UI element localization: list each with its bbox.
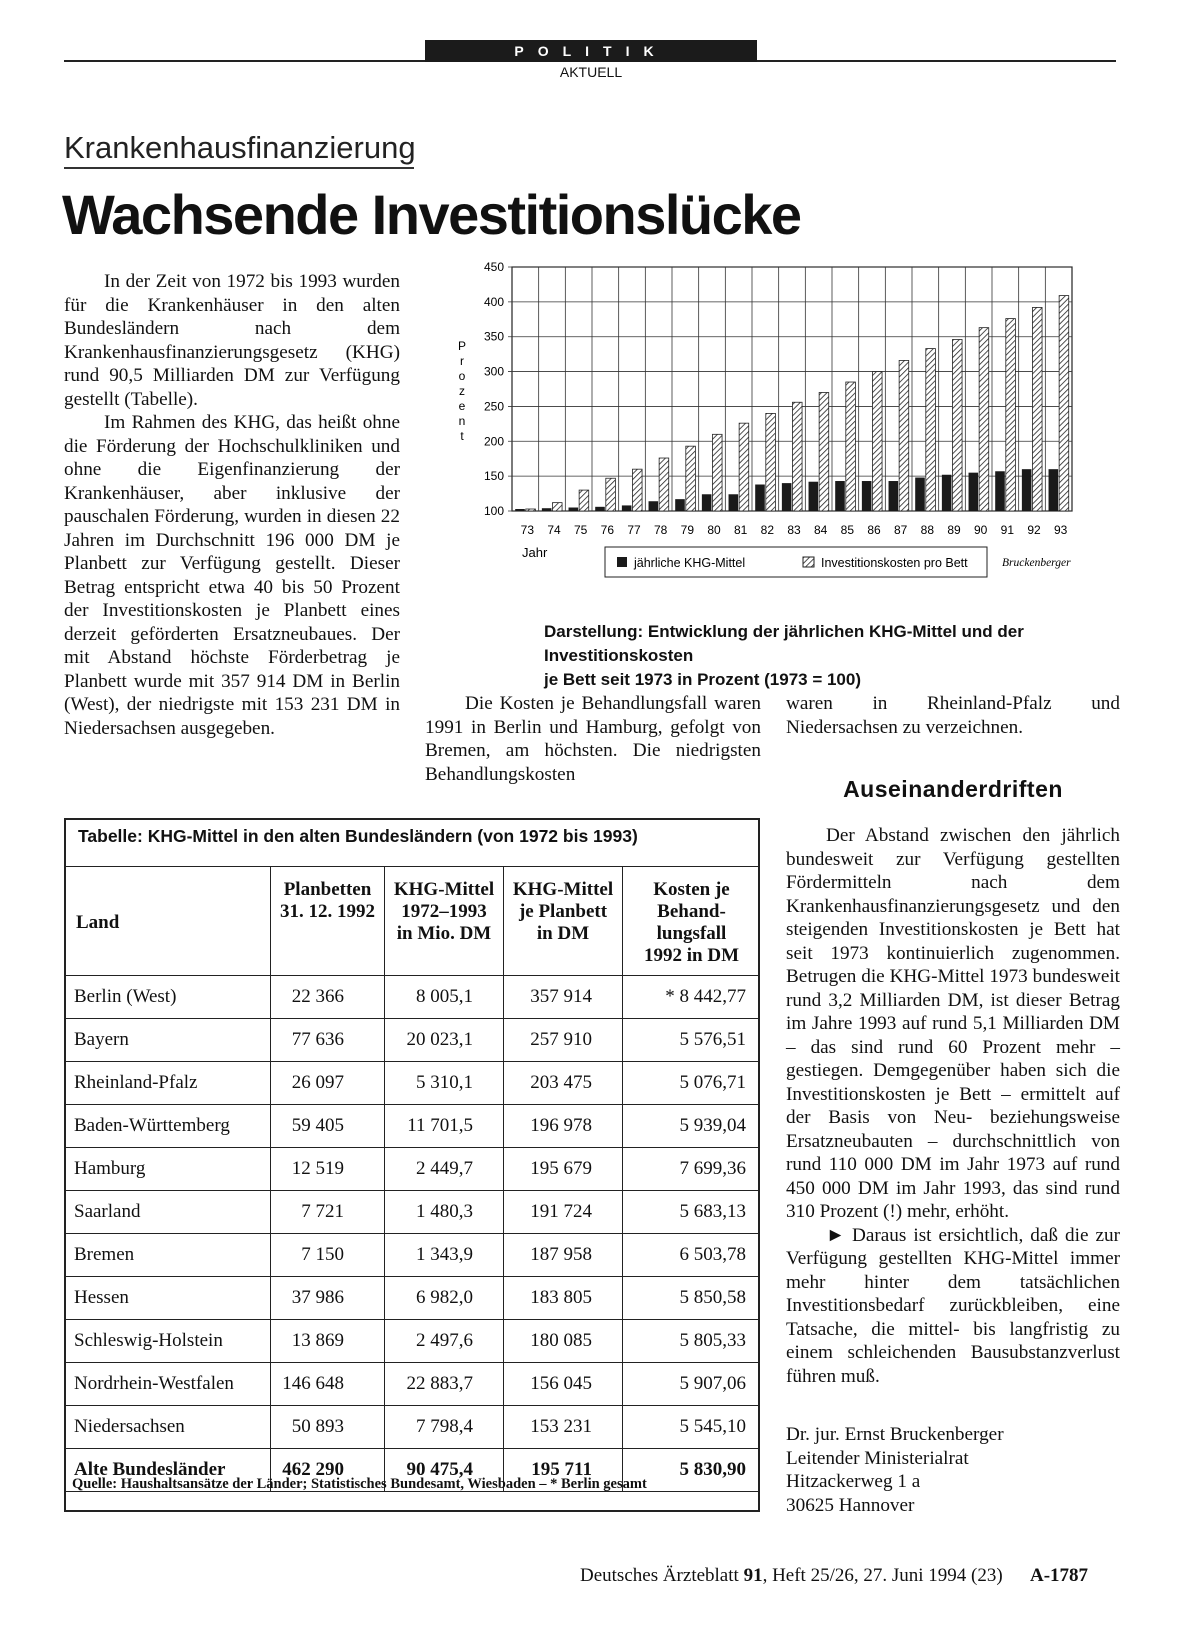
chart-x-tick-label: 86: [867, 523, 881, 537]
bar-khg-mittel: [569, 508, 579, 511]
bar-chart: [450, 260, 1120, 580]
table-cell-value: 6 503,78: [623, 1234, 761, 1277]
author-name: Dr. jur. Ernst Bruckenberger: [786, 1424, 1004, 1445]
table-title: Tabelle: KHG-Mittel in den alten Bundesländern (von 1972 bis 1993): [78, 826, 638, 846]
bar-investitionskosten: [739, 423, 749, 511]
table-row: [64, 976, 760, 1019]
bar-khg-mittel: [675, 499, 685, 511]
table-cell-value: 2 497,6: [385, 1320, 504, 1363]
bar-investitionskosten: [526, 509, 536, 511]
table-cell-value: 59 405: [271, 1105, 385, 1148]
table-cell-value: 26 097: [271, 1062, 385, 1105]
chart-y-tick-label: 250: [483, 399, 504, 414]
bar-khg-mittel: [1049, 469, 1059, 511]
bar-khg-mittel: [969, 473, 979, 511]
bar-investitionskosten: [926, 349, 936, 511]
table-cell-value: 8 005,1: [385, 976, 504, 1019]
bar-khg-mittel: [835, 481, 845, 511]
table-cell-value: 5 830,90: [623, 1449, 761, 1492]
bar-investitionskosten: [792, 402, 802, 511]
chart-x-tick-label: 89: [947, 523, 961, 537]
table-cell-land: Hessen: [64, 1277, 271, 1320]
table-cell-value: 5 545,10: [623, 1406, 761, 1449]
table-body: [64, 976, 760, 1492]
table-cell-value: 203 475: [504, 1062, 623, 1105]
table-cell-value: 5 310,1: [385, 1062, 504, 1105]
bar-khg-mittel: [889, 481, 899, 511]
table-cell-value: 462 290: [271, 1449, 385, 1492]
bar-investitionskosten: [632, 469, 642, 511]
table-cell-value: 11 701,5: [385, 1105, 504, 1148]
bar-khg-mittel: [995, 471, 1005, 511]
table-cell-value: 5 907,06: [623, 1363, 761, 1406]
table-cell-land: Bayern: [64, 1019, 271, 1062]
chart-x-tick-label: 84: [813, 523, 828, 537]
chart-y-tick-label: 200: [483, 434, 504, 449]
bar-investitionskosten: [952, 340, 962, 511]
legend-swatch-investition: [803, 557, 814, 567]
chart-x-tick-label: 73: [520, 523, 535, 537]
table-cell-value: 2 449,7: [385, 1148, 504, 1191]
chart-y-ticks: [484, 260, 504, 518]
bar-khg-mittel: [542, 508, 552, 511]
table-cell-value: 5 683,13: [623, 1191, 761, 1234]
column-header-kosten: Kosten je Behand- lungsfall 1992 in DM: [623, 867, 761, 976]
table-cell-value: 5 576,51: [623, 1019, 761, 1062]
table-row: [64, 1234, 760, 1277]
chart-x-tick-label: 75: [573, 523, 588, 537]
chart-x-tick-label: 77: [627, 523, 641, 537]
bar-investitionskosten: [872, 372, 882, 511]
bar-khg-mittel: [702, 494, 712, 511]
legend-swatch-khg: [617, 557, 627, 567]
table-cell-land: Niedersachsen: [64, 1406, 271, 1449]
table-cell-value: 153 231: [504, 1406, 623, 1449]
bar-investitionskosten: [1032, 307, 1042, 511]
table-cell-value: 7 721: [271, 1191, 385, 1234]
chart-x-tick-label: 88: [920, 523, 935, 537]
bar-khg-mittel: [782, 483, 792, 511]
paragraph: Der Abstand zwischen den jährlich bundesweit zur Verfügung gestellten Fördermitteln nach dem Krankenhausfinanzierungsgesetz und den steigenden Investitionskosten je Bett hat seit 1973 kontinuierlich zugenommen. Betrugen die KHG-Mittel 1973 bundesweit rund 3,2 Milliarden DM, ist dieser Betrag im Jahre 1993 auf rund 5,1 Milliarden DM – das sind rund 60 Prozent mehr – gestiegen. Demgegenüber haben sich die Investitionskosten je Bett – ermittelt auf der Basis von Neu- beziehungsweise Ersatzneubauten – durchschnittlich von rund 110 000 DM im Jahr 1973 auf rund 450 000 DM im Jahr 1993, das sind rund 310 Prozent (!) mehr, erhöht.: [786, 825, 1120, 1222]
chart-bars: [515, 296, 1069, 511]
bar-khg-mittel: [515, 509, 525, 511]
table-cell-value: * 8 442,77: [623, 976, 761, 1019]
table-cell-land: Berlin (West): [64, 976, 271, 1019]
kicker-underline: [64, 167, 414, 169]
bar-investitionskosten: [659, 458, 669, 511]
table-row: [64, 1277, 760, 1320]
legend-label-khg: jährliche KHG-Mittel: [634, 556, 746, 570]
table-cell-land: Baden-Württemberg: [64, 1105, 271, 1148]
chart-x-tick-label: 91: [1000, 523, 1015, 537]
page-footer: Deutsches Ärzteblatt 91, Heft 25/26, 27. Juni 1994 (23): [580, 1565, 1003, 1586]
bar-khg-mittel: [942, 475, 952, 511]
table-cell-value: 195 711: [504, 1449, 623, 1492]
chart-caption-line: je Bett seit 1973 in Prozent (1973 = 100): [544, 670, 862, 689]
paragraph: ► Daraus ist ersichtlich, daß die zur Verfügung gestellten KHG-Mittel immer mehr hinter dem tatsächlichen Investitionsbedarf zurückbleiben, eine Tatsache, die mittel- bis langfristig zu einem schleichenden Bausubstanzverlust führen muß.: [786, 1224, 1120, 1387]
table-cell-value: 7 798,4: [385, 1406, 504, 1449]
chart-x-tick-label: 79: [680, 523, 695, 537]
table-cell-land: Saarland: [64, 1191, 271, 1234]
table-cell-value: 13 869: [271, 1320, 385, 1363]
table-cell-value: 146 648: [271, 1363, 385, 1406]
chart-y-axis-label-text: P r o z e n t: [457, 339, 467, 443]
chart-x-tick-label: 93: [1053, 523, 1068, 537]
paragraph: waren in Rheinland-Pfalz und Niedersachsen zu verzeichnen.: [786, 693, 1120, 738]
table-cell-value: 5 805,33: [623, 1320, 761, 1363]
table-cell-value: 90 475,4: [385, 1449, 504, 1492]
table-cell-value: 1 480,3: [385, 1191, 504, 1234]
table-row: [64, 1105, 760, 1148]
chart-x-tick-label: 92: [1027, 523, 1041, 537]
paragraph: Im Rahmen des KHG, das heißt ohne die Förderung der Hochschulkliniken und ohne die Eigenfinanzierung der Krankenhäuser, aber inklusive der pauschalen Förderung, wurden in diesen 22 Jahren im Durchschnitt 196 000 DM je Planbett zur Verfügung gestellt. Dieser Betrag entspricht etwa 40 bis 50 Prozent der Investitionskosten je Planbett eines derzeit geförderten Ersatzneubaues. Der mit Abstand höchste Förderbetrag je Planbett wurde mit 357 914 DM in Berlin (West), der niedrigste mit 153 231 DM in Niedersachsen ausgegeben.: [64, 412, 400, 739]
article-headline: Wachsende Investitionslücke: [62, 183, 801, 246]
table-header-row: [64, 867, 760, 976]
table-cell-value: 183 805: [504, 1277, 623, 1320]
table-row: [64, 1320, 760, 1363]
bar-investitionskosten: [979, 328, 989, 511]
section-label: POLITIK: [425, 40, 757, 62]
article-column-2: [425, 692, 761, 786]
chart-x-tick-label: 81: [733, 523, 748, 537]
bar-khg-mittel: [1022, 469, 1032, 511]
table-cell-value: 22 366: [271, 976, 385, 1019]
chart-x-tick-label: 76: [600, 523, 615, 537]
bar-khg-mittel: [755, 485, 765, 511]
bar-investitionskosten: [766, 413, 776, 511]
bar-investitionskosten: [712, 434, 722, 511]
column-header-khg-mittel: KHG-Mittel 1972–1993 in Mio. DM: [385, 867, 504, 976]
bar-investitionskosten: [819, 392, 829, 511]
bar-khg-mittel: [915, 478, 925, 511]
table-cell-value: 22 883,7: [385, 1363, 504, 1406]
article-column-3: [786, 692, 1120, 739]
paragraph: Die Kosten je Behandlungsfall waren 1991 in Berlin und Hamburg, gefolgt von Bremen, am höchsten. Die niedrigsten Behandlungskosten: [425, 693, 761, 785]
chart-x-tick-label: 83: [787, 523, 801, 537]
chart-y-tick-label: 450: [483, 260, 504, 274]
legend-label-investition: Investitionskosten pro Bett: [821, 556, 968, 570]
chart-x-tick-label: 82: [760, 523, 775, 537]
author-street: Hitzackerweg 1 a: [786, 1471, 921, 1492]
bar-investitionskosten: [552, 503, 562, 511]
bar-khg-mittel: [595, 507, 605, 511]
bar-khg-mittel: [649, 501, 659, 511]
table-cell-value: 180 085: [504, 1320, 623, 1363]
author-city: 30625 Hannover: [786, 1494, 915, 1516]
table-cell-land: Rheinland-Pfalz: [64, 1062, 271, 1105]
chart-y-tick-label: 150: [483, 469, 504, 484]
table-cell-value: 195 679: [504, 1148, 623, 1191]
table-row: [64, 1062, 760, 1105]
table-cell-value: 77 636: [271, 1019, 385, 1062]
author-block: [786, 1423, 1004, 1517]
table-cell-value: 191 724: [504, 1191, 623, 1234]
table-cell-land: Nordrhein-Westfalen: [64, 1363, 271, 1406]
chart-y-tick-label: 350: [483, 329, 504, 344]
table-row: [64, 1406, 760, 1449]
table-cell-value: 7 150: [271, 1234, 385, 1277]
chart-caption: [544, 620, 1120, 692]
table-cell-land: Bremen: [64, 1234, 271, 1277]
table-cell-value: 7 699,36: [623, 1148, 761, 1191]
bar-investitionskosten: [606, 478, 616, 511]
table-source: Quelle: Haushaltsansätze der Länder; Statistisches Bundesamt, Wiesbaden – * Berlin gesamt: [72, 1476, 647, 1492]
chart-x-axis-label: Jahr: [522, 545, 548, 560]
bar-investitionskosten: [1006, 319, 1016, 511]
bar-khg-mittel: [729, 494, 739, 511]
bar-investitionskosten: [1059, 296, 1069, 511]
chart-x-tick-label: 80: [707, 523, 721, 537]
table-cell-value: 5 850,58: [623, 1277, 761, 1320]
article-column-1: [64, 270, 400, 740]
article-kicker: Krankenhausfinanzierung: [64, 130, 416, 165]
table-cell-value: 156 045: [504, 1363, 623, 1406]
bar-investitionskosten: [899, 360, 909, 511]
table-cell-value: 20 023,1: [385, 1019, 504, 1062]
journal-volume: 91: [743, 1565, 763, 1586]
bar-investitionskosten: [846, 382, 856, 511]
author-title: Leitender Ministerialrat: [786, 1447, 969, 1469]
journal-name: Deutsches Ärzteblatt: [580, 1565, 739, 1586]
data-table: [64, 866, 760, 1492]
chart-x-ticks: [521, 523, 1068, 537]
table-cell-value: 357 914: [504, 976, 623, 1019]
table-cell-value: 5 076,71: [623, 1062, 761, 1105]
aside-body: [786, 824, 1120, 1388]
table-row: [64, 1191, 760, 1234]
table-cell-value: 12 519: [271, 1148, 385, 1191]
chart-x-tick-label: 74: [547, 523, 561, 537]
chart-credit: Bruckenberger: [1002, 557, 1071, 569]
table-row: [64, 1148, 760, 1191]
chart-x-tick-label: 87: [893, 523, 908, 537]
table-cell-value: 257 910: [504, 1019, 623, 1062]
table-cell-value: 37 986: [271, 1277, 385, 1320]
journal-issue: Heft 25/26, 27. Juni 1994 (23): [772, 1565, 1003, 1586]
subsection-label: AKTUELL: [559, 64, 623, 80]
chart-caption-line: Darstellung: Entwicklung der jährlichen KHG-Mittel und der Investitionskosten: [544, 622, 1024, 665]
column-header-land: Land: [64, 867, 271, 976]
paragraph: In der Zeit von 1972 bis 1993 wurden für die Krankenhäuser in den alten Bundesländern nach dem Krankenhausfinanzierungsgesetz (KHG) rund 90,5 Milliarden DM zur Verfügung gestellt (Tabelle).: [64, 271, 400, 410]
bar-khg-mittel: [862, 481, 872, 511]
aside-heading: Auseinanderdriften: [843, 776, 1063, 802]
chart-y-tick-label: 100: [483, 504, 504, 518]
chart-x-tick-label: 78: [653, 523, 668, 537]
chart-y-tick-label: 400: [483, 294, 504, 309]
table-cell-value: 1 343,9: [385, 1234, 504, 1277]
bar-khg-mittel: [809, 482, 819, 511]
table-cell-land: Alte Bundesländer: [64, 1449, 271, 1492]
table-cell-value: 50 893: [271, 1406, 385, 1449]
chart-y-tick-label: 300: [483, 364, 504, 379]
table-cell-value: 5 939,04: [623, 1105, 761, 1148]
table-row: [64, 1019, 760, 1062]
table-cell-value: 187 958: [504, 1234, 623, 1277]
chart-y-axis-label: [458, 339, 466, 443]
page-number: A-1787: [1030, 1565, 1089, 1586]
table-cell-value: 6 982,0: [385, 1277, 504, 1320]
column-header-planbetten: Planbetten 31. 12. 1992: [271, 867, 385, 976]
bar-investitionskosten: [579, 490, 589, 511]
table-cell-land: Schleswig-Holstein: [64, 1320, 271, 1363]
chart-x-tick-label: 85: [840, 523, 855, 537]
chart-x-tick-label: 90: [973, 523, 988, 537]
table-cell-value: 196 978: [504, 1105, 623, 1148]
column-header-je-planbett: KHG-Mittel je Planbett in DM: [504, 867, 623, 976]
table-row: [64, 1363, 760, 1406]
bar-khg-mittel: [622, 505, 632, 511]
bar-investitionskosten: [686, 446, 696, 511]
table-cell-land: Hamburg: [64, 1148, 271, 1191]
